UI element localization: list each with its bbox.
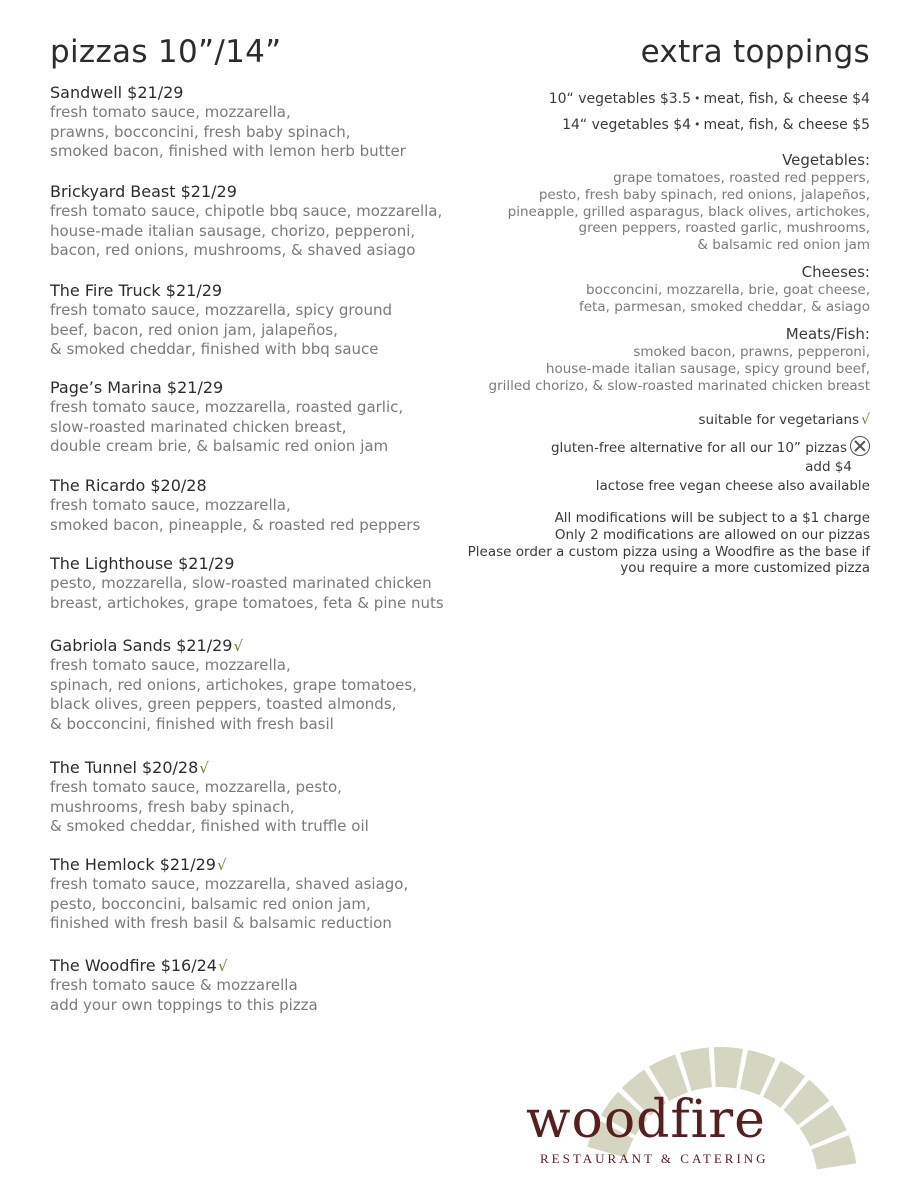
category-items bbox=[579, 282, 870, 316]
description-line: bacon, red onions, mushrooms, & shaved asiago bbox=[50, 241, 416, 260]
pizza-description bbox=[50, 976, 470, 1015]
pizza-fire-truck bbox=[50, 281, 470, 360]
pizza-name-text: Brickyard Beast $21/29 bbox=[50, 182, 237, 201]
description-line: fresh tomato sauce, mozzarella, bbox=[50, 496, 291, 514]
description-line: & bocconcini, finished with fresh basil bbox=[50, 714, 334, 733]
pizza-name bbox=[50, 956, 470, 976]
gluten-free-note bbox=[551, 436, 870, 476]
bullet-icon: • bbox=[694, 92, 701, 105]
pizza-description bbox=[50, 301, 470, 360]
description-line: fresh tomato sauce, mozzarella, pesto, bbox=[50, 778, 342, 796]
description-line: & smoked cheddar, finished with bbq sauce bbox=[50, 340, 379, 359]
pizza-description bbox=[50, 496, 470, 535]
gluten-free-add: add $4 bbox=[805, 459, 852, 475]
pizza-name bbox=[50, 758, 470, 778]
meat-price: meat, fish, & cheese $4 bbox=[703, 91, 870, 107]
modification-line: Please order a custom pizza using a Woodfire as the base if bbox=[467, 543, 870, 560]
description-line: breast, artichokes, grape tomatoes, feta & pine nuts bbox=[50, 593, 444, 612]
pizza-description bbox=[50, 398, 470, 457]
category-line: grilled chorizo, & slow-roasted marinated chicken breast bbox=[488, 377, 870, 394]
description-line: smoked bacon, pineapple, & roasted red peppers bbox=[50, 515, 421, 534]
pizza-name bbox=[50, 378, 470, 398]
meat-price: meat, fish, & cheese $5 bbox=[703, 117, 870, 133]
category-title: Cheeses: bbox=[801, 263, 870, 281]
pizza-sandwell bbox=[50, 83, 470, 162]
category-line: smoked bacon, prawns, pepperoni, bbox=[633, 344, 870, 360]
category-line: pineapple, grilled asparagus, black olives, artichokes, bbox=[507, 203, 870, 220]
pizza-hemlock bbox=[50, 855, 470, 934]
description-line: house-made italian sausage, chorizo, pepperoni, bbox=[50, 221, 416, 240]
pizza-name-text: The Hemlock $21/29 bbox=[50, 855, 216, 874]
pizza-description bbox=[50, 202, 470, 261]
category-cheeses bbox=[579, 263, 870, 316]
pizza-description bbox=[50, 103, 470, 162]
description-line: add your own toppings to this pizza bbox=[50, 995, 318, 1014]
note-line bbox=[699, 412, 871, 429]
description-line: fresh tomato sauce, chipotle bbq sauce, mozzarella, bbox=[50, 202, 443, 220]
pizza-name bbox=[50, 182, 470, 202]
pizza-tunnel bbox=[50, 758, 470, 837]
category-line: house-made italian sausage, spicy ground beef, bbox=[545, 360, 870, 377]
category-line: green peppers, roasted garlic, mushrooms, bbox=[578, 220, 870, 237]
category-line: pesto, fresh baby spinach, red onions, jalapeños, bbox=[538, 186, 870, 203]
lactose-text: lactose free vegan cheese also available bbox=[595, 478, 870, 494]
pizza-name bbox=[50, 476, 470, 496]
category-vegetables bbox=[508, 151, 870, 254]
size-label: 14“ bbox=[562, 117, 588, 133]
category-line: grape tomatoes, roasted red peppers, bbox=[613, 170, 870, 186]
vegetarian-icon: √ bbox=[216, 856, 227, 874]
description-line: fresh tomato sauce, mozzarella, spicy ground bbox=[50, 301, 392, 319]
category-title: Meats/Fish: bbox=[785, 325, 870, 343]
vegetarian-icon: √ bbox=[217, 957, 228, 975]
pizza-name-text: Gabriola Sands $21/29 bbox=[50, 636, 233, 655]
pizza-description bbox=[50, 875, 470, 934]
extra-toppings-title: extra toppings bbox=[640, 34, 870, 70]
pizza-name-text: The Lighthouse $21/29 bbox=[50, 554, 235, 573]
description-line: fresh tomato sauce & mozzarella bbox=[50, 976, 298, 994]
category-title: Vegetables: bbox=[782, 151, 870, 169]
vegetarian-icon: √ bbox=[861, 412, 870, 428]
logo-tagline: RESTAURANT & CATERING bbox=[540, 1151, 769, 1166]
veg-price: vegetables $3.5 bbox=[578, 91, 692, 107]
description-line: pesto, mozzarella, slow-roasted marinated chicken bbox=[50, 574, 432, 592]
price-line-10 bbox=[549, 88, 870, 110]
modification-line: Only 2 modifications are allowed on our pizzas bbox=[554, 526, 870, 543]
description-line: prawns, bocconcini, fresh baby spinach, bbox=[50, 122, 351, 141]
pizza-name-text: The Ricardo $20/28 bbox=[50, 476, 207, 495]
description-line: fresh tomato sauce, mozzarella, shaved asiago, bbox=[50, 875, 409, 893]
description-line: smoked bacon, finished with lemon herb butter bbox=[50, 142, 406, 161]
description-line: & smoked cheddar, finished with truffle oil bbox=[50, 817, 369, 836]
pizza-description bbox=[50, 778, 470, 837]
description-line: double cream brie, & balsamic red onion jam bbox=[50, 437, 389, 456]
price-line-14 bbox=[549, 114, 870, 136]
vegetarian-icon: √ bbox=[199, 759, 209, 777]
pizza-gabriola-sands bbox=[50, 636, 470, 734]
category-line: feta, parmesan, smoked cheddar, & asiago bbox=[578, 298, 870, 315]
logo-wordmark: woodfire bbox=[526, 1090, 766, 1150]
pizza-lighthouse bbox=[50, 554, 470, 613]
bullet-icon: • bbox=[694, 118, 701, 131]
description-line: fresh tomato sauce, mozzarella, roasted garlic, bbox=[50, 398, 404, 416]
veg-price: vegetables $4 bbox=[591, 117, 692, 133]
gluten-free-icon bbox=[850, 436, 870, 456]
pizza-name-text: The Woodfire $16/24 bbox=[50, 956, 217, 975]
category-meats-fish bbox=[489, 325, 870, 394]
pizza-pages-marina bbox=[50, 378, 470, 457]
modifications-note bbox=[468, 510, 870, 577]
pizza-ricardo bbox=[50, 476, 470, 535]
note-line bbox=[551, 436, 870, 457]
size-label: 10“ bbox=[548, 91, 574, 107]
pizza-name-text: Sandwell $21/29 bbox=[50, 83, 184, 102]
pizza-name bbox=[50, 636, 470, 656]
pizza-name bbox=[50, 855, 470, 875]
category-items bbox=[489, 344, 870, 394]
description-line: slow-roasted marinated chicken breast, bbox=[50, 417, 347, 436]
vegetarian-icon: √ bbox=[233, 637, 244, 655]
pizza-description bbox=[50, 574, 470, 613]
pizza-name bbox=[50, 554, 470, 574]
description-line: black olives, green peppers, toasted almonds, bbox=[50, 695, 397, 714]
logo-arch-stone bbox=[714, 1047, 743, 1088]
modification-line: All modifications will be subject to a $1 charge bbox=[554, 510, 870, 526]
gluten-free-text: gluten-free alternative for all our 10” pizzas bbox=[550, 440, 847, 456]
vegetarian-text: suitable for vegetarians bbox=[698, 412, 860, 428]
pizza-name-text: Page’s Marina $21/29 bbox=[50, 378, 224, 397]
pizza-name-text: The Tunnel $20/28 bbox=[50, 758, 199, 777]
description-line: fresh tomato sauce, mozzarella, bbox=[50, 103, 291, 121]
lactose-note bbox=[596, 478, 870, 495]
pizzas-title: pizzas 10”/14” bbox=[50, 34, 282, 70]
category-line: bocconcini, mozzarella, brie, goat cheese, bbox=[586, 282, 870, 298]
vegetarian-note bbox=[699, 412, 871, 429]
pizza-name bbox=[50, 83, 470, 103]
pizza-woodfire bbox=[50, 956, 470, 1015]
topping-prices bbox=[549, 88, 870, 136]
pizza-name-text: The Fire Truck $21/29 bbox=[50, 281, 223, 300]
pizza-brickyard-beast bbox=[50, 182, 470, 261]
modification-line: you require a more customized pizza bbox=[620, 560, 870, 577]
description-line: beef, bacon, red onion jam, jalapeños, bbox=[50, 320, 338, 339]
description-line: pesto, bocconcini, balsamic red onion jam, bbox=[50, 894, 371, 913]
description-line: fresh tomato sauce, mozzarella, bbox=[50, 656, 291, 674]
pizza-description bbox=[50, 656, 470, 734]
category-line: & balsamic red onion jam bbox=[697, 237, 870, 254]
pizza-name bbox=[50, 281, 470, 301]
description-line: mushrooms, fresh baby spinach, bbox=[50, 797, 295, 816]
description-line: spinach, red onions, artichokes, grape tomatoes, bbox=[50, 675, 417, 694]
category-items bbox=[508, 170, 870, 254]
description-line: finished with fresh basil & balsamic reduction bbox=[50, 914, 392, 933]
